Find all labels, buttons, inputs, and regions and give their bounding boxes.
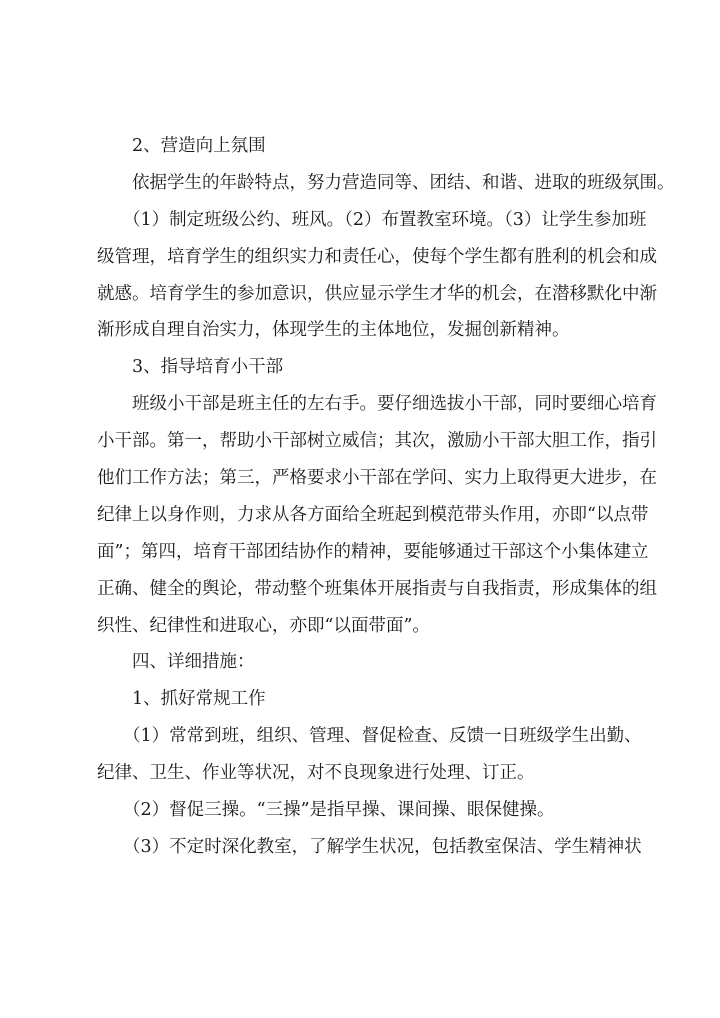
paragraph-line: 织性、纪律性和进取心，亦即“以面带面”。 <box>97 615 430 636</box>
paragraph-line: （1）常常到班，组织、管理、督促检查、反馈一日班级学生出勤、 <box>123 726 642 747</box>
paragraph-line: 依据学生的年龄特点，努力营造同等、团结、和谐、进取的班级氛围。 <box>132 172 675 193</box>
paragraph-line: 正确、健全的舆论，带动整个班集体开展指责与自我指责，形成集体的组 <box>97 578 657 599</box>
paragraph-line: （2）督促三操。“三操”是指早操、课间操、眼保健操。 <box>123 800 555 821</box>
paragraph-line: 纪律、卫生、作业等状况，对不良现象进行处理、订正。 <box>97 763 535 784</box>
section-heading: 1、抓好常规工作 <box>132 689 266 710</box>
section-heading: 3、指导培育小干部 <box>132 357 284 378</box>
section-heading: 2、营造向上氛围 <box>132 136 266 156</box>
section-heading: 四、详细措施： <box>132 652 255 673</box>
paragraph-line: 纪律上以身作则，力求从各方面给全班起到模范带头作用，亦即“以点带 <box>97 504 649 525</box>
paragraph-line: 小干部。第一，帮助小干部树立威信；其次，激励小干部大胆工作，指引 <box>97 431 657 452</box>
paragraph-line: （3）不定时深化教室，了解学生状况，包括教室保洁、学生精神状 <box>123 836 642 857</box>
paragraph-line: 面”；第四，培育干部团结协作的精神，要能够通过干部这个小集体建立 <box>97 541 649 562</box>
paragraph-line: 级管理，培育学生的组织实力和责任心，使每个学生都有胜利的机会和成 <box>97 246 657 267</box>
paragraph-line: 就感。培育学生的参加意识，供应显示学生才华的机会，在潜移默化中渐 <box>97 283 657 304</box>
paragraph-line: （1）制定班级公约、班风。（2）布置教室环境。（3）让学生参加班 <box>123 209 647 230</box>
document-body <box>97 128 675 866</box>
paragraph-line: 他们工作方法；第三，严格要求小干部在学问、实力上取得更大进步，在 <box>97 468 657 489</box>
paragraph-line: 班级小干部是班主任的左右手。要仔细选拔小干部，同时要细心培育 <box>132 394 657 415</box>
paragraph-line: 渐形成自理自治实力，体现学生的主体地位，发掘创新精神。 <box>97 320 570 341</box>
